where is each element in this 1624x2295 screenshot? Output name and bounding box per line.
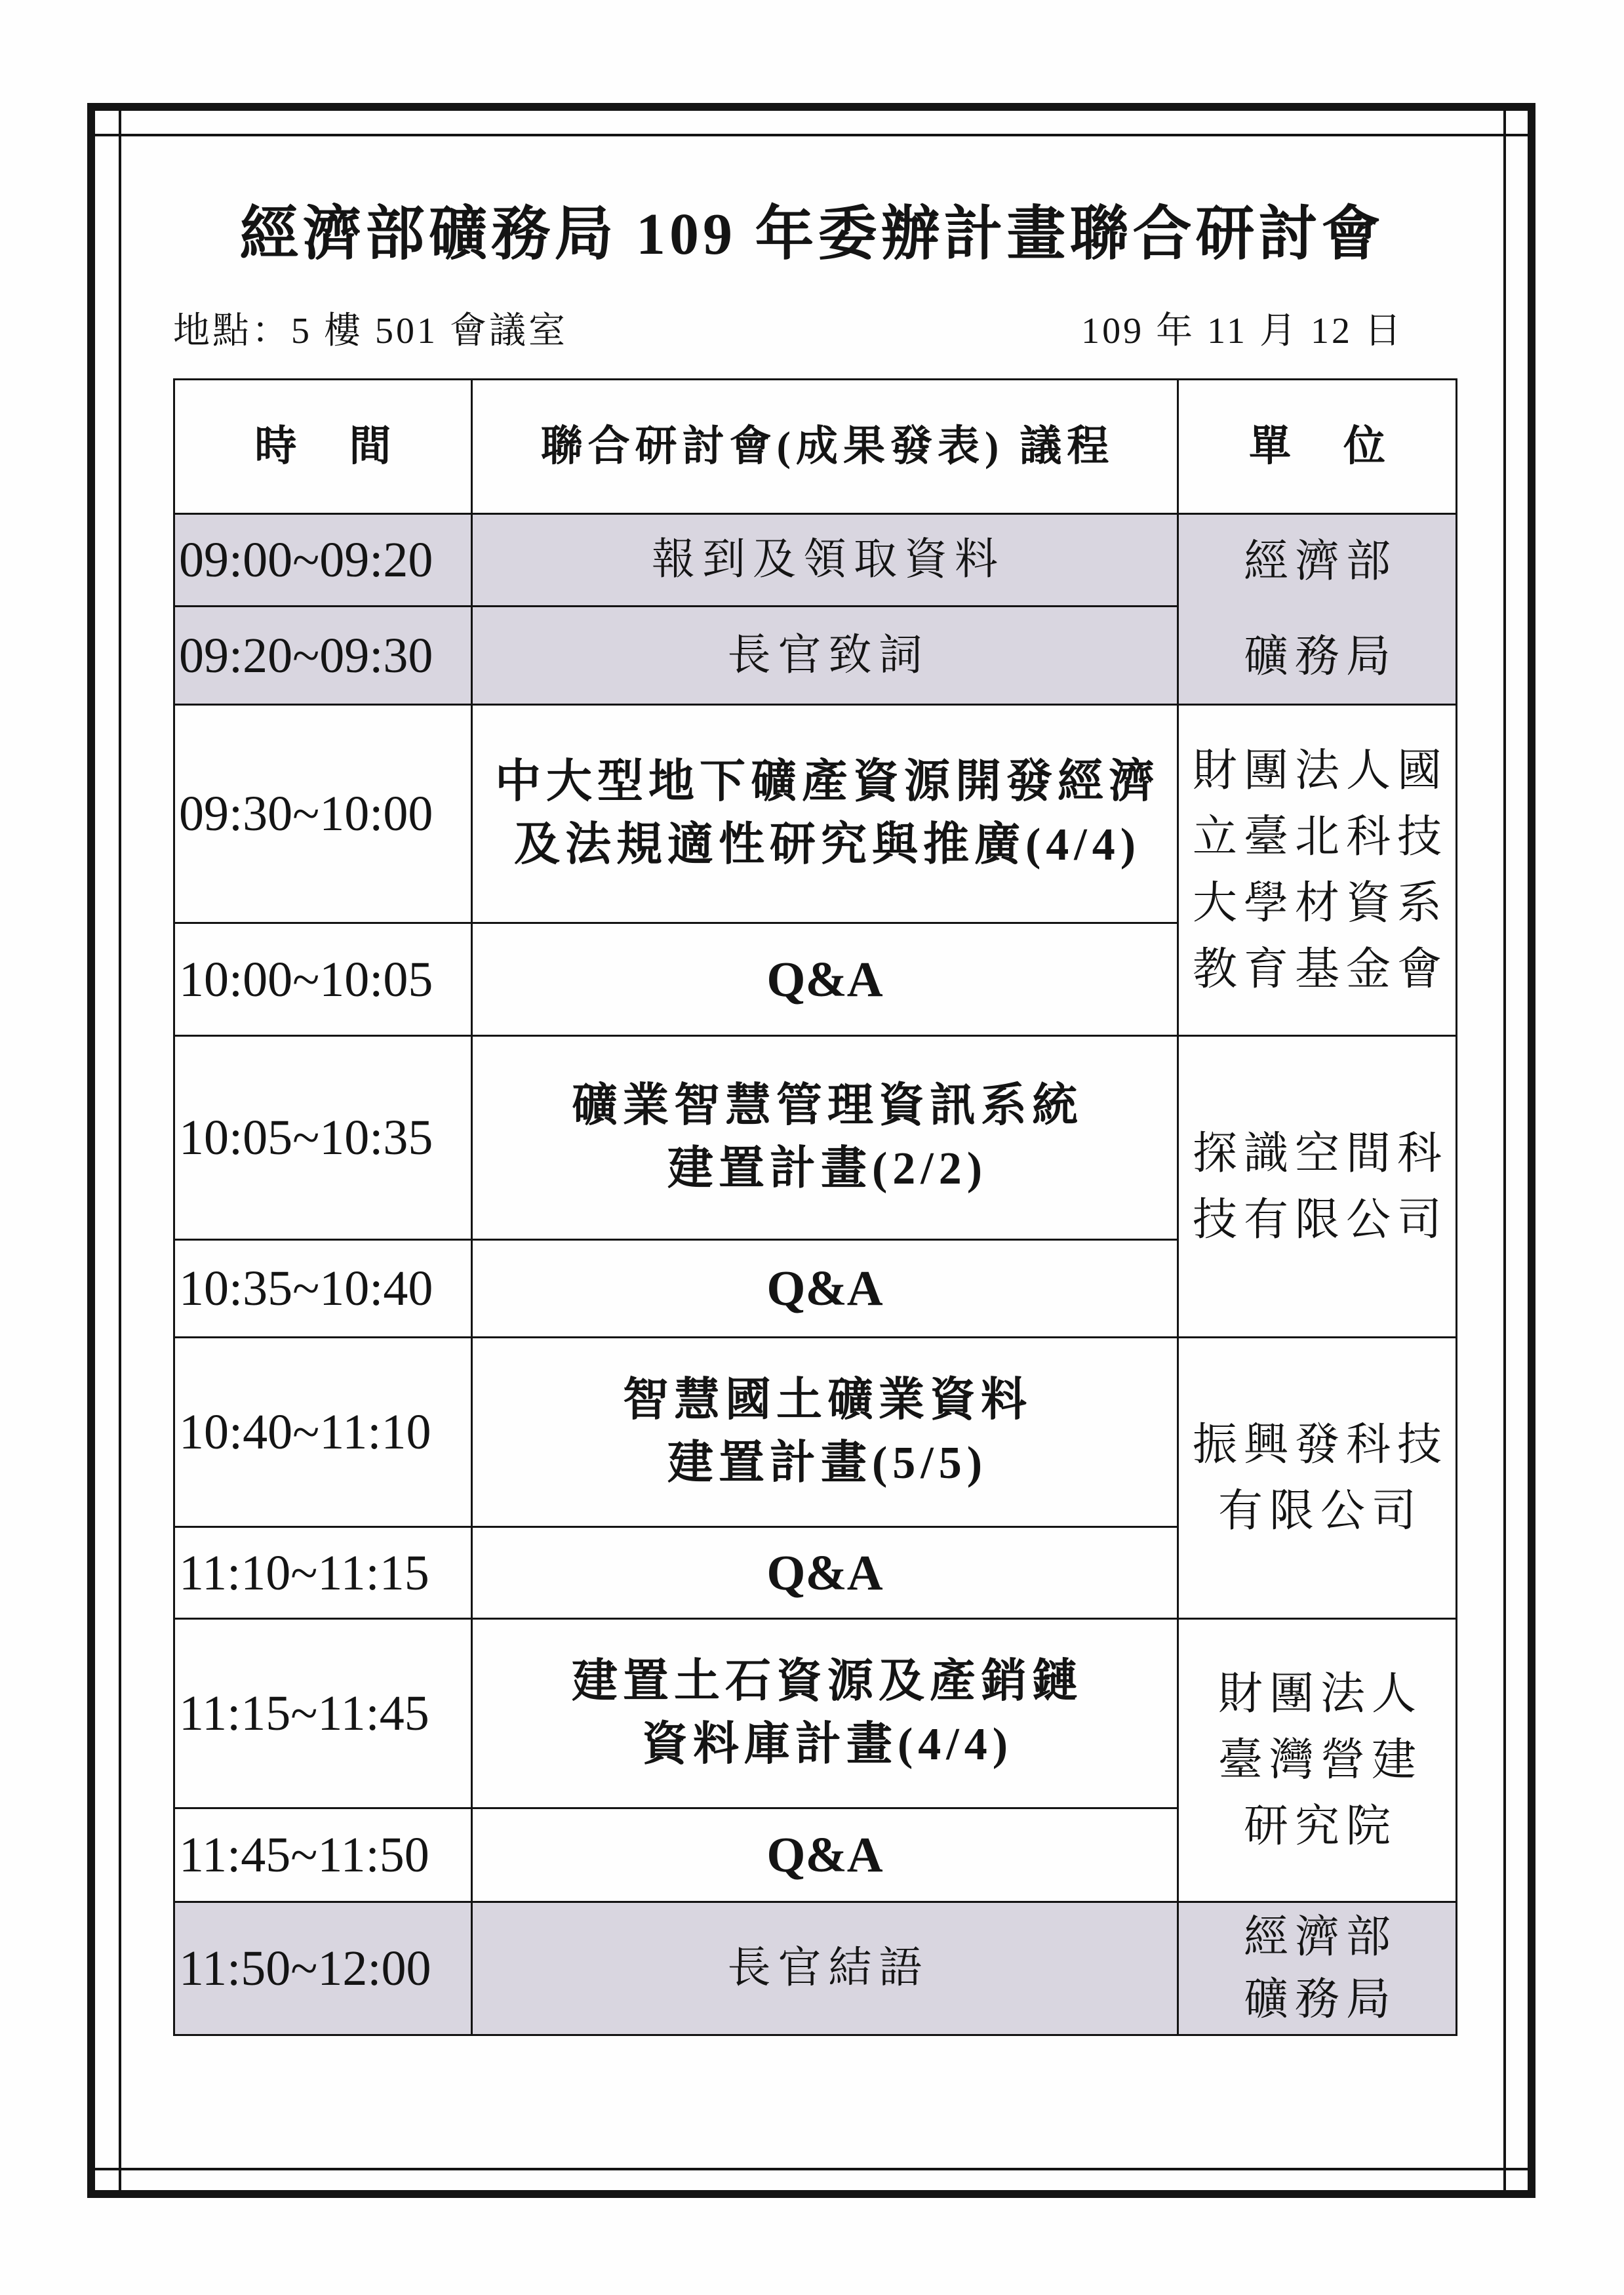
- unit-cell: [1179, 515, 1457, 706]
- agenda-line: 建置計畫(2/2): [667, 1144, 988, 1194]
- unit-line: 探識空間科: [1192, 1128, 1448, 1178]
- unit-line: 大學材資系: [1192, 878, 1448, 928]
- header-time: 時 間: [175, 380, 473, 515]
- meeting-location: 地點：5 樓 501 會議室: [173, 311, 568, 351]
- agenda-cell: [473, 924, 1179, 1037]
- agenda-cell: [473, 1338, 1179, 1528]
- agenda-line: 智慧國土礦業資料: [623, 1375, 1032, 1426]
- unit-line: 振興發科技: [1192, 1420, 1448, 1469]
- agenda-line: 長官致詞: [727, 631, 930, 679]
- time-cell: 11:10~11:15: [175, 1528, 473, 1620]
- qa-label: Q&A: [766, 1261, 883, 1316]
- unit-line: 財團法人: [1218, 1669, 1423, 1719]
- time-cell: 10:05~10:35: [175, 1037, 473, 1241]
- unit-line: 立臺北科技: [1192, 812, 1448, 862]
- unit-line: 經濟部: [1243, 536, 1397, 586]
- unit-cell: [1179, 1037, 1457, 1338]
- time-cell: 10:35~10:40: [175, 1241, 473, 1338]
- agenda-cell: [473, 1809, 1179, 1903]
- agenda-line: 及法規適性研究與推廣(4/4): [513, 820, 1141, 870]
- unit-line: 臺灣營建: [1218, 1735, 1423, 1785]
- agenda-line: 建置計畫(5/5): [667, 1438, 988, 1488]
- agenda-cell: [473, 706, 1179, 924]
- time-cell: 09:00~09:20: [175, 515, 473, 607]
- unit-line: 教育基金會: [1192, 944, 1448, 994]
- agenda-line: 報到及領取資料: [652, 536, 1005, 584]
- document-title: 經濟部礦務局 109 年委辦計畫聯合研討會: [239, 202, 1385, 267]
- unit-line: 經濟部: [1243, 1912, 1397, 1962]
- unit-cell: [1179, 706, 1457, 1037]
- unit-line: 有限公司: [1218, 1486, 1423, 1536]
- unit-cell: [1179, 1903, 1457, 2036]
- agenda-line: 中大型地下礦產資源開發經濟: [495, 757, 1160, 807]
- qa-label: Q&A: [766, 1827, 883, 1883]
- agenda-cell: [473, 607, 1179, 706]
- time-cell: 11:15~11:45: [175, 1620, 473, 1809]
- agenda-line: 資料庫計畫(4/4): [641, 1719, 1014, 1770]
- header-unit: 單 位: [1179, 380, 1457, 515]
- qa-label: Q&A: [766, 951, 883, 1007]
- time-cell: 10:00~10:05: [175, 924, 473, 1037]
- agenda-cell: [473, 1620, 1179, 1809]
- agenda-table: [173, 378, 1457, 2036]
- agenda-cell: [473, 1037, 1179, 1241]
- unit-line: 礦務局: [1243, 631, 1397, 681]
- unit-line: 研究院: [1243, 1801, 1397, 1851]
- time-cell: 10:40~11:10: [175, 1338, 473, 1528]
- unit-line: 財團法人國: [1192, 746, 1448, 795]
- agenda-line: 礦業智慧管理資訊系統: [572, 1081, 1083, 1131]
- meeting-date: 109 年 11 月 12 日: [1081, 311, 1404, 351]
- unit-cell: [1179, 1338, 1457, 1620]
- agenda-cell: [473, 1528, 1179, 1620]
- time-cell: 09:30~10:00: [175, 706, 473, 924]
- agenda-line: 長官結語: [727, 1944, 930, 1992]
- time-cell: 11:50~12:00: [175, 1903, 473, 2036]
- unit-cell: [1179, 1620, 1457, 1903]
- time-cell: 09:20~09:30: [175, 607, 473, 706]
- header-agenda: 聯合研討會(成果發表) 議程: [473, 380, 1179, 515]
- time-cell: 11:45~11:50: [175, 1809, 473, 1903]
- agenda-cell: [473, 515, 1179, 607]
- qa-label: Q&A: [766, 1545, 883, 1601]
- unit-line: 技有限公司: [1192, 1194, 1448, 1245]
- agenda-line: 建置土石資源及產銷鏈: [572, 1656, 1083, 1707]
- agenda-cell: [473, 1241, 1179, 1338]
- unit-line: 礦務局: [1243, 1974, 1397, 2024]
- agenda-cell: [473, 1903, 1179, 2036]
